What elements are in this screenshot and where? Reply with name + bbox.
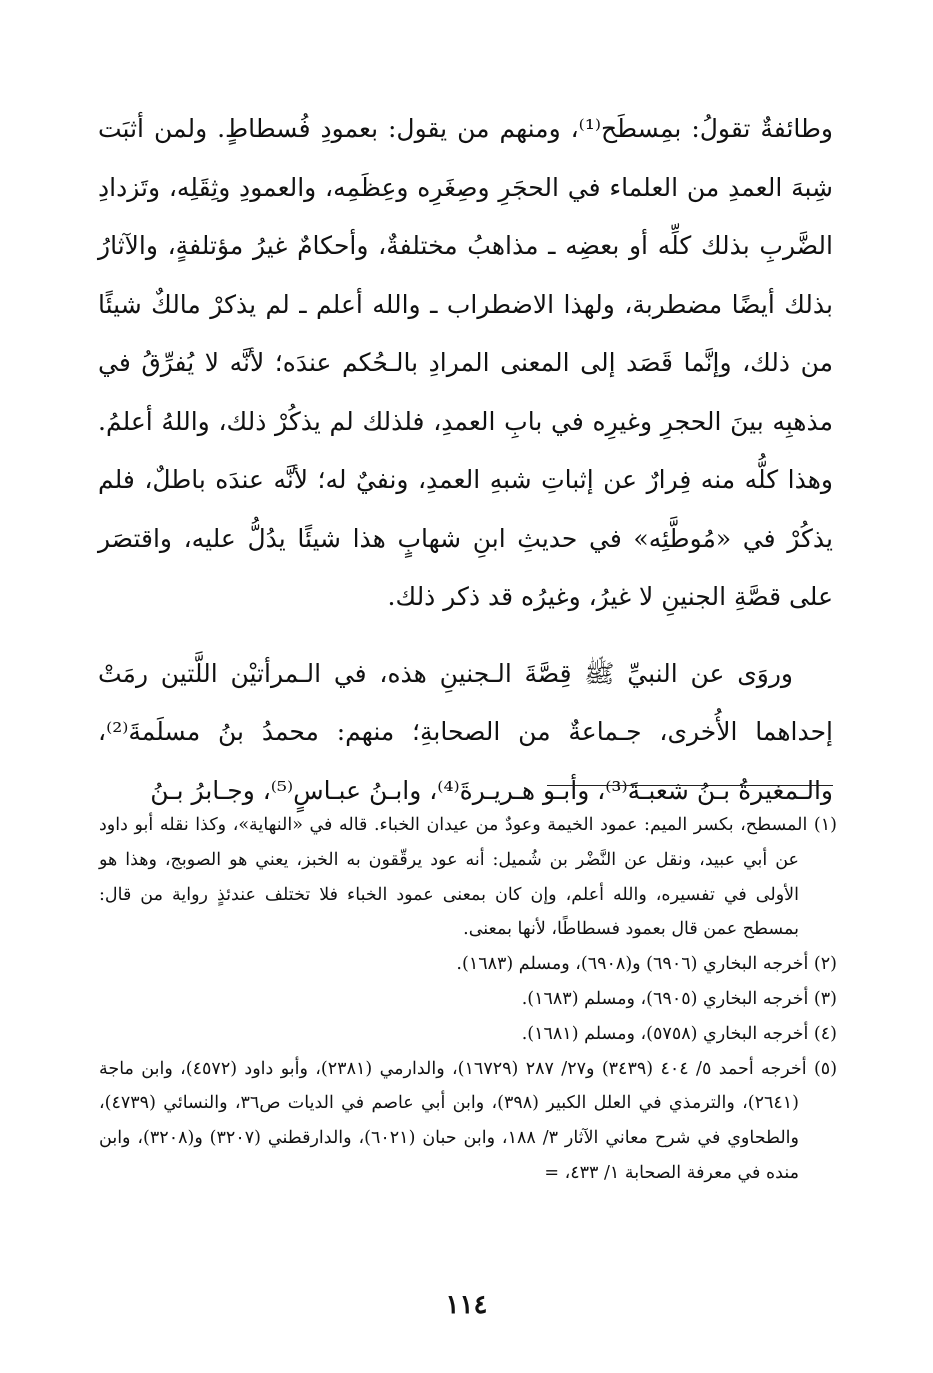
footnote-5: (٥) أخرجه أحمد ٥/ ٤٠٤ (٣٤٣٩) و٢٧/ ٢٨٧ (١٦٧٢٩)، والدارمي (٢٣٨١)، وأبو داود (٤٥٧٢)، وابن ماجة (٢٦٤١)، والترمذي في العلل الكبير (٣٩٨)، وابن أبي عاصم في الديات ص٣٦، والنسائي (٤٧٣٩)، والطحاوي في شرح معاني الآثار ٣/ ١٨٨، وابن حبان (٦٠٢١)، والدارقطني (٣٢٠٧) و(٣٢٠٨)، وابن منده في معرفة الصحابة ١/ ٤٣٣، = xyxy=(99,1058,838,1183)
paragraph-1: وطائفةٌ تقولُ: بمِسطَح⁽¹⁾، ومنهم من يقول: بعمودِ فُسطاطٍ. ولمن أثبَت شِبهَ العمدِ من العلماء في الحجَرِ وصِغَرِه وعِظَمِه، والعمودِ وثِقَلِه، وتَزدادِ الضَّربِ بذلك كلِّه أو بعضِه ـ مذاهبُ مختلفةٌ، وأحكامٌ غيرُ مؤتلفةٍ، والآثارُ بذلك أيضًا مضطربة، ولهذا الاضطراب ـ والله أعلم ـ لم يذكرْ مالكٌ شيئًا من ذلك، وإنَّما قَصَد إلى المعنى المرادِ بالـحُكم عندَه؛ لأنَّه لا يُفرِّقُ في مذهبِه بينَ الحجرِ وغيرِه في بابِ العمدِ، فلذلك لم يذكُرْ ذلك، واللهُ أعلمُ. وهذا كلُّه منه فِرارٌ عن إثباتِ شبهِ العمدِ، ونفيٌ له؛ لأنَّه عندَه باطلٌ، فلم يذكُرْ في «مُوطَّئِه» في حديثِ ابنِ شهابٍ هذا شيئًا يدُلُّ عليه، واقتصَر على قصَّةِ الجنينِ لا غيرُ، وغيرُه قد ذكر ذلك. xyxy=(98,114,833,611)
paragraph-2: وروَى عن النبيِّ ﷺ قِصَّةَ الـجنينِ هذه، في الـمرأتيْن اللَّتين رمَتْ إحداهما الأُخرى، جـماعةٌ من الصحابةِ؛ منهم: محمدُ بنُ مسلَمةَ⁽²⁾، والـمغيرةُ بـنُ شعبـةَ⁽³⁾، وأبـو هـريـرةَ⁽⁴⁾، وابـنُ عبـاسٍ⁽⁵⁾، وجـابرُ بـنُ xyxy=(98,658,833,805)
footnotes xyxy=(99,808,837,1191)
footnote-4: (٤) أخرجه البخاري (٥٧٥٨)، ومسلم (١٦٨١). xyxy=(521,1023,837,1044)
footnote-2: (٢) أخرجه البخاري (٦٩٠٦) و(٦٩٠٨)، ومسلم (١٦٨٣). xyxy=(456,954,837,975)
page-number: ١١٤ xyxy=(445,1290,488,1320)
footnote-1: (١) المسطح، بكسر الميم: عمود الخيمة وعودٌ من عيدان الخباء. قاله في «النهاية»، وكذا نقله أبو داود عن أبي عبيد، ونقل عن النَّضْر بن شُميل: أنه عود يرقّقون به الخبز، يعني هو الصوبج، وهذا هو الأولى في تفسيره، والله أعلم، وإن كان بمعنى عمود الخباء فلا تختلف عندئذٍ رواية من قال: بمسطح عمن قال بعمود فسطاطًا، لأنها بمعنى. xyxy=(99,815,837,940)
footnote-separator xyxy=(547,785,833,786)
main-text xyxy=(98,100,833,820)
footnote-3: (٣) أخرجه البخاري (٦٩٠٥)، ومسلم (١٦٨٣). xyxy=(521,988,837,1009)
